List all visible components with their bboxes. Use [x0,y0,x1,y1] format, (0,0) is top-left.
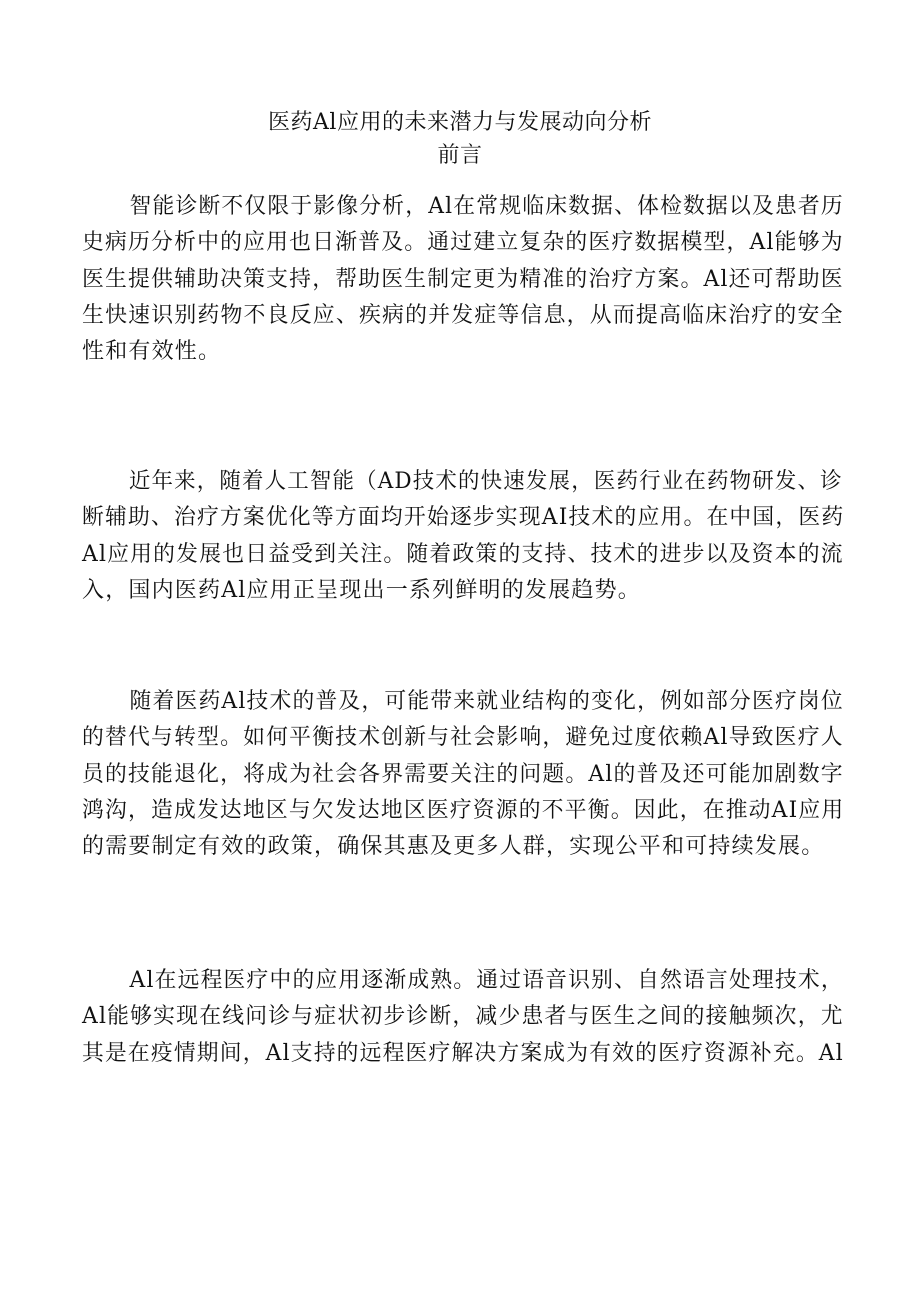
text-line: Al能够实现在线问诊与症状初步诊断，减少患者与医生之间的接触频次，尤 [82,1004,844,1030]
text-line: 医生提供辅助决策支持，帮助医生制定更为精准的治疗方案。Al还可帮助医 [82,266,844,292]
text-line: 史病历分析中的应用也日渐普及。通过建立复杂的医疗数据模型，Al能够为 [82,230,844,256]
text-line: 的需要制定有效的政策，确保其惠及更多人群，实现公平和可持续发展。 [82,834,825,860]
text-line: 性和有效性。 [82,339,222,365]
text-line: 的替代与转型。如何平衡技术创新与社会影响，避免过度依赖Al导致医疗人 [82,725,844,751]
paragraph-2 [82,464,844,609]
text-line: 智能诊断不仅限于影像分析，Al在常规临床数据、体检数据以及患者历 [129,194,844,219]
document-title: 医药Al应用的未来潜力与发展动向分析 [268,110,652,135]
text-line: Al应用的发展也日益受到关注。随着政策的支持、技术的进步以及资本的流 [82,541,844,567]
text-line: 断辅助、治疗方案优化等方面均开始逐步实现AI技术的应用。在中国，医药 [82,505,845,531]
paragraph-1 [82,189,844,370]
text-line: 近年来，随着人工智能（AD技术的快速发展，医药行业在药物研发、诊 [128,469,843,494]
paragraph-3 [82,684,844,865]
text-line: 员的技能退化，将成为社会各界需要关注的问题。Al的普及还可能加剧数字 [82,761,844,787]
paragraph-4 [82,963,844,1072]
text-line: Al在远程医疗中的应用逐渐成熟。通过语音识别、自然语言处理技术， [129,968,844,993]
text-line: 生快速识别药物不良反应、疾病的并发症等信息，从而提高临床治疗的安全 [82,302,844,328]
text-line: 入，国内医药Al应用正呈现出一系列鲜明的发展趋势。 [82,577,641,603]
section-heading: 前言 [437,143,483,168]
text-line: 鸿沟，造成发达地区与欠发达地区医疗资源的不平衡。因此，在推动AI应用 [82,797,845,823]
text-line: 其是在疫情期间，Al支持的远程医疗解决方案成为有效的医疗资源补充。Al [82,1040,844,1066]
text-line: 随着医药Al技术的普及，可能带来就业结构的变化，例如部分医疗岗位 [129,689,844,714]
